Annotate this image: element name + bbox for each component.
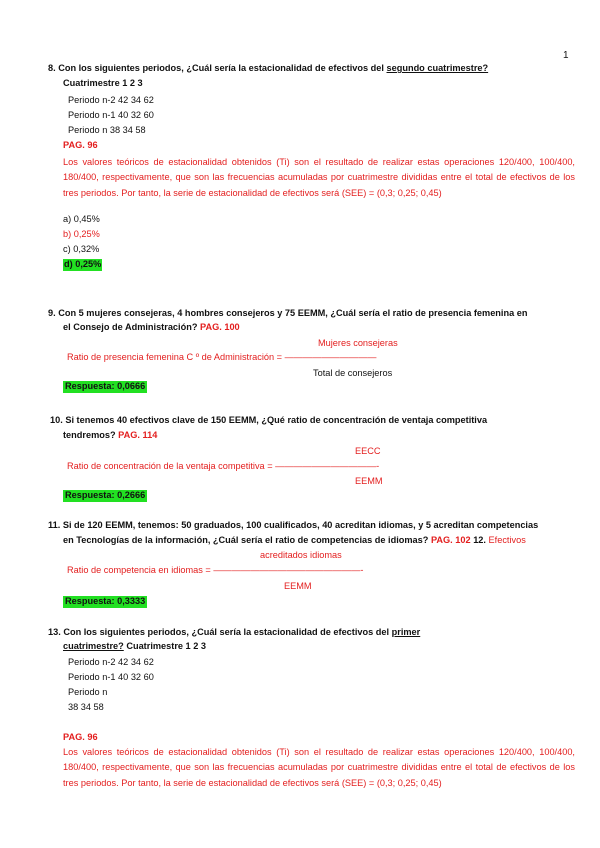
q9-page-ref: PAG. 100 [200, 322, 240, 332]
q8-explanation: Los valores teóricos de estacionalidad obtenidos (Ti) son el resultado de realizar estas operaciones 120/400, 100/400, 180/400, respectivamente, que son las frecuencias acumuladas por cuatrimestre divididas entre el total de efectivos de los tres periodos. Por tanto, la serie de estacionalidad de efectivos será (SEE) = (0,3; 0,25; 0,45) [63, 157, 575, 198]
q9-title-line1: 9. Con 5 mujeres consejeras, 4 hombres consejeros y 75 EEMM, ¿Cuál sería el ratio de presencia femenina en [48, 308, 528, 318]
q13-table-header: Cuatrimestre 1 2 3 [126, 641, 206, 651]
q8-option-d-correct: d) 0,25% [64, 259, 102, 269]
q13-page-ref: PAG. 96 [63, 732, 98, 742]
q10-answer: Respuesta: 0,2666 [65, 490, 146, 500]
q13-title-underlined-2: cuatrimestre? [63, 641, 124, 651]
q13-row-4: 38 34 58 [68, 702, 104, 712]
q11-numerator: acreditados idiomas [260, 550, 342, 560]
q12-label: 12. [473, 535, 486, 545]
q10-formula: Ratio de concentración de la ventaja competitiva = ———————————- [67, 461, 380, 471]
q13-title-text: 13. Con los siguientes periodos, ¿Cuál sería la estacionalidad de efectivos del [48, 627, 392, 637]
q9-title-text: el Consejo de Administración? [63, 322, 198, 332]
q10-title-text: tendremos? [63, 430, 116, 440]
q11-title-text: en Tecnologías de la información, ¿Cuál sería el ratio de competencias de idiomas? [63, 535, 429, 545]
q8-title-text: 8. Con los siguientes periodos, ¿Cuál sería la estacionalidad de efectivos del [48, 63, 387, 73]
q13-title [48, 627, 420, 639]
q8-option-b: b) 0,25% [63, 229, 100, 239]
q11-red-tail: Efectivos [488, 535, 526, 545]
q8-row-1: Periodo n-2 42 34 62 [68, 95, 154, 105]
q10-denominator: EEMM [355, 476, 383, 486]
q8-table-header: Cuatrimestre 1 2 3 [63, 78, 143, 88]
q9-formula: Ratio de presencia femenina C º de Administración = —————————— [67, 352, 377, 362]
q13-row-1: Periodo n-2 42 34 62 [68, 657, 154, 667]
q11-page-ref: PAG. 102 [430, 535, 471, 545]
q8-row-3: Periodo n 38 34 58 [68, 125, 146, 135]
q9-denominator: Total de consejeros [313, 368, 393, 378]
q13-row-3: Periodo n [68, 687, 108, 697]
q8-title-underlined: segundo cuatrimestre? [386, 63, 489, 73]
q11-answer: Respuesta: 0,3333 [65, 596, 146, 606]
q8-option-a: a) 0,45% [63, 214, 100, 224]
q8-title [48, 63, 488, 75]
q10-title-line1: 10. Si tenemos 40 efectivos clave de 150 EEMM, ¿Qué ratio de concentración de ventaja competitiva [50, 415, 488, 425]
q13-title-underlined-1: primer [391, 627, 421, 637]
page-number: 1 [563, 50, 569, 61]
q8-page-ref: PAG. 96 [63, 140, 98, 150]
q9-title-line2 [63, 322, 240, 334]
q11-denominator: EEMM [284, 581, 312, 591]
q10-page-ref: PAG. 114 [118, 430, 158, 440]
q10-title-line2 [63, 430, 157, 442]
q13-row-2: Periodo n-1 40 32 60 [68, 672, 154, 682]
q8-row-2: Periodo n-1 40 32 60 [68, 110, 154, 120]
q10-numerator: EECC [355, 446, 381, 456]
q11-formula: Ratio de competencia en idiomas = ————————————————- [67, 565, 364, 575]
q11-title-line1: 11. Si de 120 EEMM, tenemos: 50 graduados, 100 cualificados, 40 acreditan idiomas, y 5 acreditan competencias [48, 520, 539, 530]
q9-numerator: Mujeres consejeras [318, 338, 398, 348]
q8-option-c: c) 0,32% [63, 244, 100, 254]
q11-title-line2 [63, 535, 526, 547]
q13-title-line2 [63, 641, 206, 653]
q13-explanation: Los valores teóricos de estacionalidad obtenidos (Ti) son el resultado de realizar estas operaciones 120/400, 100/400, 180/400, respectivamente, que son las frecuencias acumuladas por cuatrimestre divididas entre el total de efectivos de los tres periodos. Por tanto, la serie de estacionalidad de efectivos será (SEE) = (0,3; 0,25; 0,45) [63, 747, 575, 788]
q9-answer: Respuesta: 0,0666 [65, 381, 146, 391]
